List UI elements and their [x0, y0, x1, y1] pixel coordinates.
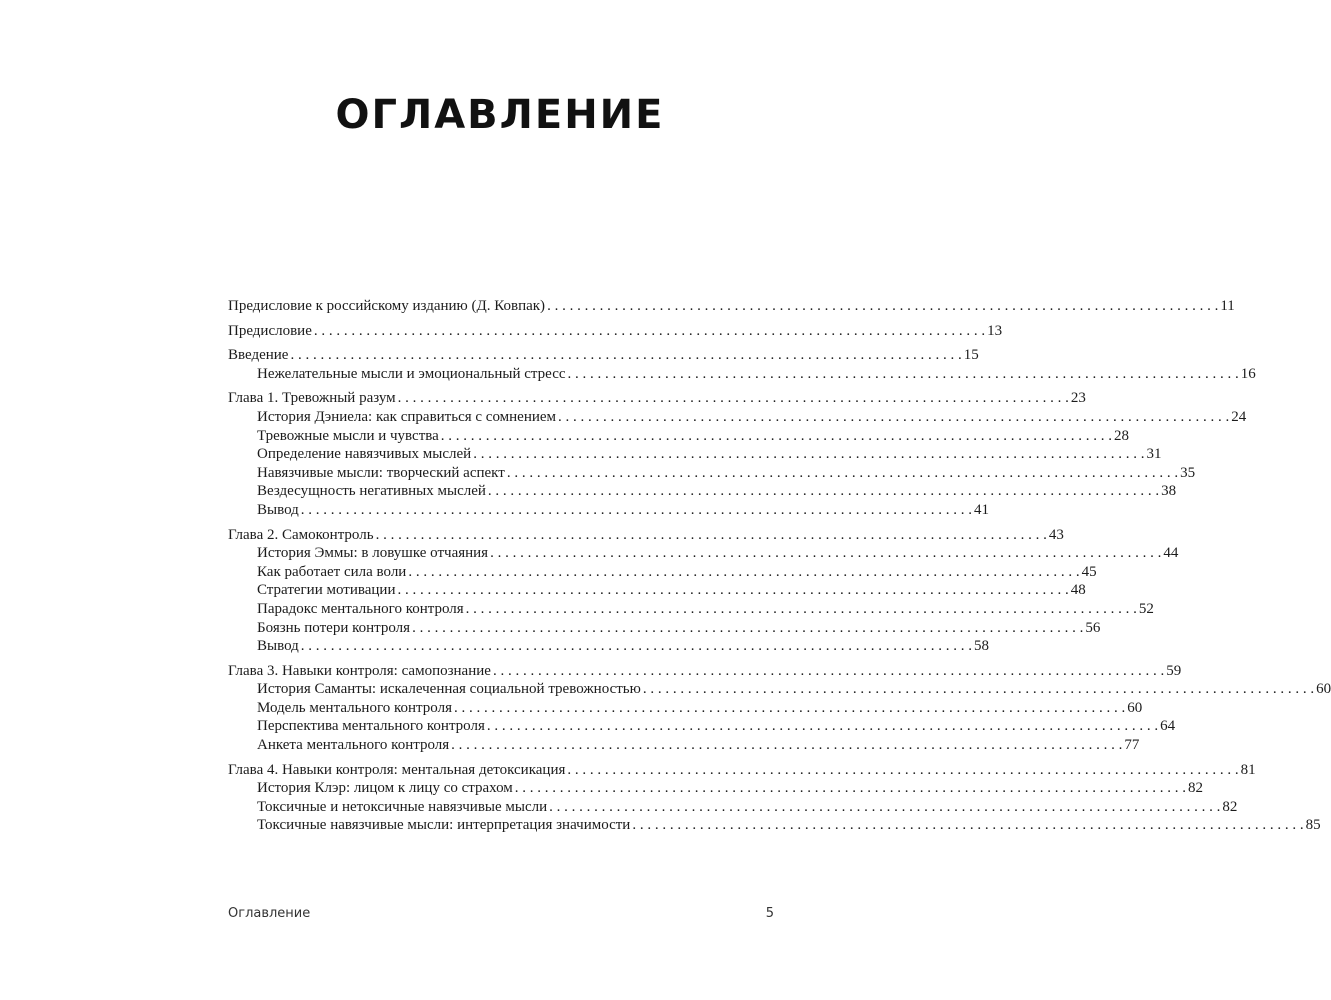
- toc-section-entry: [228, 408, 1247, 427]
- toc-chapter-entry: [228, 389, 1086, 408]
- toc-dot-leader: [568, 365, 1239, 384]
- toc-page-number: 82: [1222, 798, 1238, 815]
- toc-entry-title: Введение: [228, 347, 289, 364]
- toc-page-number: 56: [1085, 619, 1101, 636]
- toc-chapter-entry: [228, 662, 1182, 681]
- toc-entry-title: Анкета ментального контроля: [257, 737, 450, 754]
- toc-dot-leader: [466, 600, 1137, 619]
- toc-page-number: 77: [1124, 737, 1140, 754]
- toc-dot-leader: [290, 346, 961, 365]
- toc-dot-leader: [567, 761, 1238, 780]
- toc-page-number: 82: [1188, 780, 1204, 797]
- toc-entry-title: Токсичные и нетоксичные навязчивые мысли: [257, 798, 548, 815]
- toc-chapter-entry: [228, 346, 979, 365]
- toc-section-entry: [228, 717, 1176, 736]
- toc-section-entry: [228, 736, 1140, 755]
- toc-dot-leader: [451, 736, 1122, 755]
- toc-page-number: 13: [987, 322, 1003, 339]
- toc-entry-title: История Саманты: искалеченная социальной тревожностью: [257, 681, 641, 698]
- toc-page-number: 31: [1146, 446, 1162, 463]
- toc-dot-leader: [441, 427, 1112, 446]
- toc-entry-title: История Клэр: лицом к лицу со страхом: [257, 780, 513, 797]
- toc-page-number: 44: [1163, 545, 1179, 562]
- toc-page-number: 35: [1180, 464, 1196, 481]
- toc-section-entry: [228, 798, 1238, 817]
- toc-entry-title: Токсичные навязчивые мысли: интерпретация значимости: [257, 817, 631, 834]
- toc-page-number: 16: [1240, 365, 1256, 382]
- toc-dot-leader: [473, 445, 1144, 464]
- toc-chapter-entry: [228, 526, 1064, 545]
- toc-page-number: 60: [1127, 699, 1143, 716]
- toc-dot-leader: [632, 816, 1303, 835]
- toc-dot-leader: [643, 680, 1314, 699]
- toc-entry-title: Вывод: [257, 501, 299, 518]
- toc-dot-leader: [547, 297, 1218, 316]
- page-title: ОГЛАВЛЕНИЕ: [335, 92, 665, 138]
- toc-entry-title: История Дэниела: как справиться с сомнением: [257, 408, 557, 425]
- toc-dot-leader: [301, 637, 972, 656]
- toc-entry-title: Парадокс ментального контроля: [257, 600, 464, 617]
- toc-chapter-entry: [228, 322, 1003, 341]
- running-title: Оглавление: [228, 906, 311, 921]
- toc-dot-leader: [515, 779, 1186, 798]
- toc-section-entry: [228, 816, 1321, 835]
- toc-page-number: 45: [1081, 563, 1097, 580]
- toc-page-number: 48: [1070, 582, 1086, 599]
- toc-page-number: 64: [1160, 718, 1176, 735]
- toc-page-number: 23: [1070, 390, 1086, 407]
- toc-page-number: 15: [963, 347, 979, 364]
- toc-entry-title: Определение навязчивых мыслей: [257, 446, 472, 463]
- toc-page-number: 85: [1305, 817, 1321, 834]
- toc-entry-title: Вывод: [257, 638, 299, 655]
- toc-entry-title: История Эммы: в ловушке отчаяния: [257, 545, 489, 562]
- toc-entry-title: Предисловие к российскому изданию (Д. Ковпак): [228, 298, 546, 314]
- toc-entry-title: Вездесущность негативных мыслей: [257, 483, 486, 500]
- toc-section-entry: [228, 600, 1154, 619]
- toc-section-entry: [228, 427, 1130, 446]
- toc-dot-leader: [301, 501, 972, 520]
- toc-entry-title: Предисловие: [228, 322, 312, 339]
- toc-dot-leader: [454, 699, 1125, 718]
- toc-page-number: 38: [1161, 483, 1177, 500]
- toc-page-number: 28: [1114, 427, 1130, 444]
- toc-section-entry: [228, 581, 1086, 600]
- toc-page-number: 58: [974, 638, 990, 655]
- toc-page-number: 11: [1220, 298, 1235, 314]
- toc-dot-leader: [398, 581, 1069, 600]
- toc-dot-leader: [493, 662, 1164, 681]
- toc-section-entry: [228, 680, 1331, 699]
- toc-section-entry: [228, 482, 1177, 501]
- toc-chapter-entry: [228, 761, 1256, 780]
- toc-entry-title: Глава 3. Навыки контроля: самопознание: [228, 662, 491, 679]
- toc-dot-leader: [487, 717, 1158, 736]
- toc-section-entry: [228, 779, 1204, 798]
- toc-page-number: 60: [1316, 681, 1331, 698]
- toc-section-entry: [228, 464, 1196, 483]
- toc-entry-title: Глава 2. Самоконтроль: [228, 526, 374, 543]
- toc-entry-title: Нежелательные мысли и эмоциональный стресс: [257, 365, 566, 382]
- toc-page-number: 24: [1231, 408, 1247, 425]
- toc-entry-title: Глава 4. Навыки контроля: ментальная детоксикация: [228, 761, 566, 778]
- toc-section-entry: [228, 365, 1256, 384]
- toc-dot-leader: [412, 619, 1083, 638]
- toc-section-entry: [228, 445, 1162, 464]
- toc-page-number: 52: [1138, 600, 1154, 617]
- toc-dot-leader: [507, 464, 1178, 483]
- toc-page-number: 41: [974, 501, 990, 518]
- toc-section-entry: [228, 563, 1097, 582]
- toc-entry-title: Тревожные мысли и чувства: [257, 427, 439, 444]
- toc-entry-title: Навязчивые мысли: творческий аспект: [257, 464, 505, 481]
- toc-dot-leader: [549, 798, 1220, 817]
- toc-chapter-entry: [228, 297, 1235, 316]
- table-of-contents: [228, 297, 1331, 835]
- toc-page-number: 81: [1240, 761, 1256, 778]
- toc-section-entry: [228, 637, 990, 656]
- toc-entry-title: Боязнь потери контроля: [257, 619, 411, 636]
- toc-section-entry: [228, 619, 1101, 638]
- toc-dot-leader: [376, 526, 1047, 545]
- toc-dot-leader: [314, 322, 985, 341]
- toc-entry-title: Модель ментального контроля: [257, 699, 452, 716]
- toc-page-number: 43: [1048, 526, 1064, 543]
- toc-dot-leader: [398, 389, 1069, 408]
- toc-dot-leader: [408, 563, 1079, 582]
- toc-page-number: 59: [1166, 662, 1182, 679]
- toc-section-entry: [228, 699, 1143, 718]
- page-number: 5: [765, 906, 774, 921]
- toc-dot-leader: [488, 482, 1159, 501]
- toc-entry-title: Стратегии мотивации: [257, 582, 396, 599]
- toc-entry-title: Перспектива ментального контроля: [257, 718, 485, 735]
- toc-entry-title: Глава 1. Тревожный разум: [228, 390, 396, 407]
- toc-section-entry: [228, 544, 1179, 563]
- toc-dot-leader: [490, 544, 1161, 563]
- toc-entry-title: Как работает сила воли: [257, 563, 407, 580]
- toc-section-entry: [228, 501, 990, 520]
- toc-dot-leader: [558, 408, 1229, 427]
